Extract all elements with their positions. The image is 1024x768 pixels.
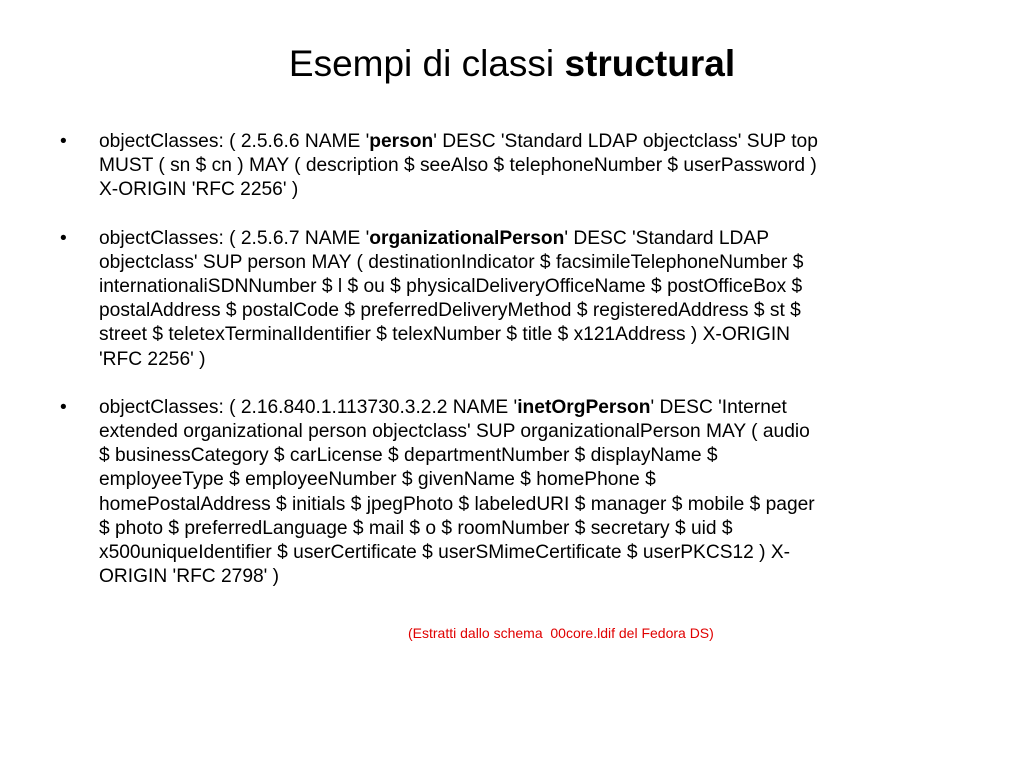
bullet-line: employeeType $ employeeNumber $ givenName $ homePhone $: [99, 469, 656, 491]
bullet-line: homePostalAddress $ initials $ jpegPhoto $ labeledURI $ manager $ mobile $ pager: [99, 493, 815, 515]
class-name: organizationalPerson: [369, 227, 565, 249]
bullet-line: street $ teletexTerminalIdentifier $ telexNumber $ title $ x121Address ) X-ORIGIN: [99, 324, 791, 346]
bullet-line: extended organizational person objectclass' SUP organizationalPerson MAY ( audio: [99, 421, 810, 443]
slide-title-bold: structural: [564, 43, 736, 84]
bullet-line: 'RFC 2256' ): [99, 348, 206, 370]
bullet-marker: •: [60, 396, 67, 418]
line-text: ' DESC 'Standard LDAP objectclass' SUP top: [433, 131, 818, 152]
bullet-line: $ photo $ preferredLanguage $ mail $ o $ roomNumber $ secretary $ uid $: [99, 517, 733, 539]
line-text: objectClasses: ( 2.5.6.6 NAME ': [99, 131, 370, 152]
bullet-line: ORIGIN 'RFC 2798' ): [99, 566, 280, 588]
slide-title: [0, 40, 1024, 88]
line-text: ' DESC 'Standard LDAP: [564, 227, 770, 249]
bullet-line: X-ORIGIN 'RFC 2256' ): [99, 179, 299, 201]
slide-title-regular: Esempi di classi: [288, 43, 565, 84]
bullet-list: [60, 130, 960, 613]
bullet-line: objectclass' SUP person MAY ( destinationIndicator $ facsimileTelephoneNumber $: [99, 251, 804, 273]
class-name: person: [369, 131, 434, 152]
bullet-line: [99, 396, 960, 420]
bullet-line: $ businessCategory $ carLicense $ departmentNumber $ displayName $: [99, 445, 718, 467]
bullet-line: [99, 130, 960, 154]
bullet-line: [99, 227, 960, 251]
bullet-line: MUST ( sn $ cn ) MAY ( description $ seeAlso $ telephoneNumber $ userPassword ): [99, 155, 817, 177]
bullet-line: x500uniqueIdentifier $ userCertificate $ userSMimeCertificate $ userPKCS12 ) X-: [99, 542, 791, 564]
class-name: inetOrgPerson: [517, 396, 651, 418]
bullet-item-inet-org-person: [60, 396, 960, 590]
line-text: objectClasses: ( 2.5.6.7 NAME ': [99, 227, 370, 249]
line-text: ' DESC 'Internet: [650, 396, 787, 418]
bullet-marker: •: [60, 131, 67, 152]
line-text: objectClasses: ( 2.16.840.1.113730.3.2.2 NAME ': [99, 396, 518, 418]
bullet-line: internationaliSDNNumber $ l $ ou $ physicalDeliveryOfficeName $ postOfficeBox $: [99, 276, 803, 298]
bullet-item-person: [60, 130, 960, 203]
bullet-item-organizational-person: [60, 227, 960, 372]
bullet-marker: •: [60, 227, 67, 249]
source-footnote: (Estratti dallo schema 00core.ldif del Fedora DS): [408, 625, 714, 641]
bullet-line: postalAddress $ postalCode $ preferredDeliveryMethod $ registeredAddress $ st $: [99, 300, 801, 322]
